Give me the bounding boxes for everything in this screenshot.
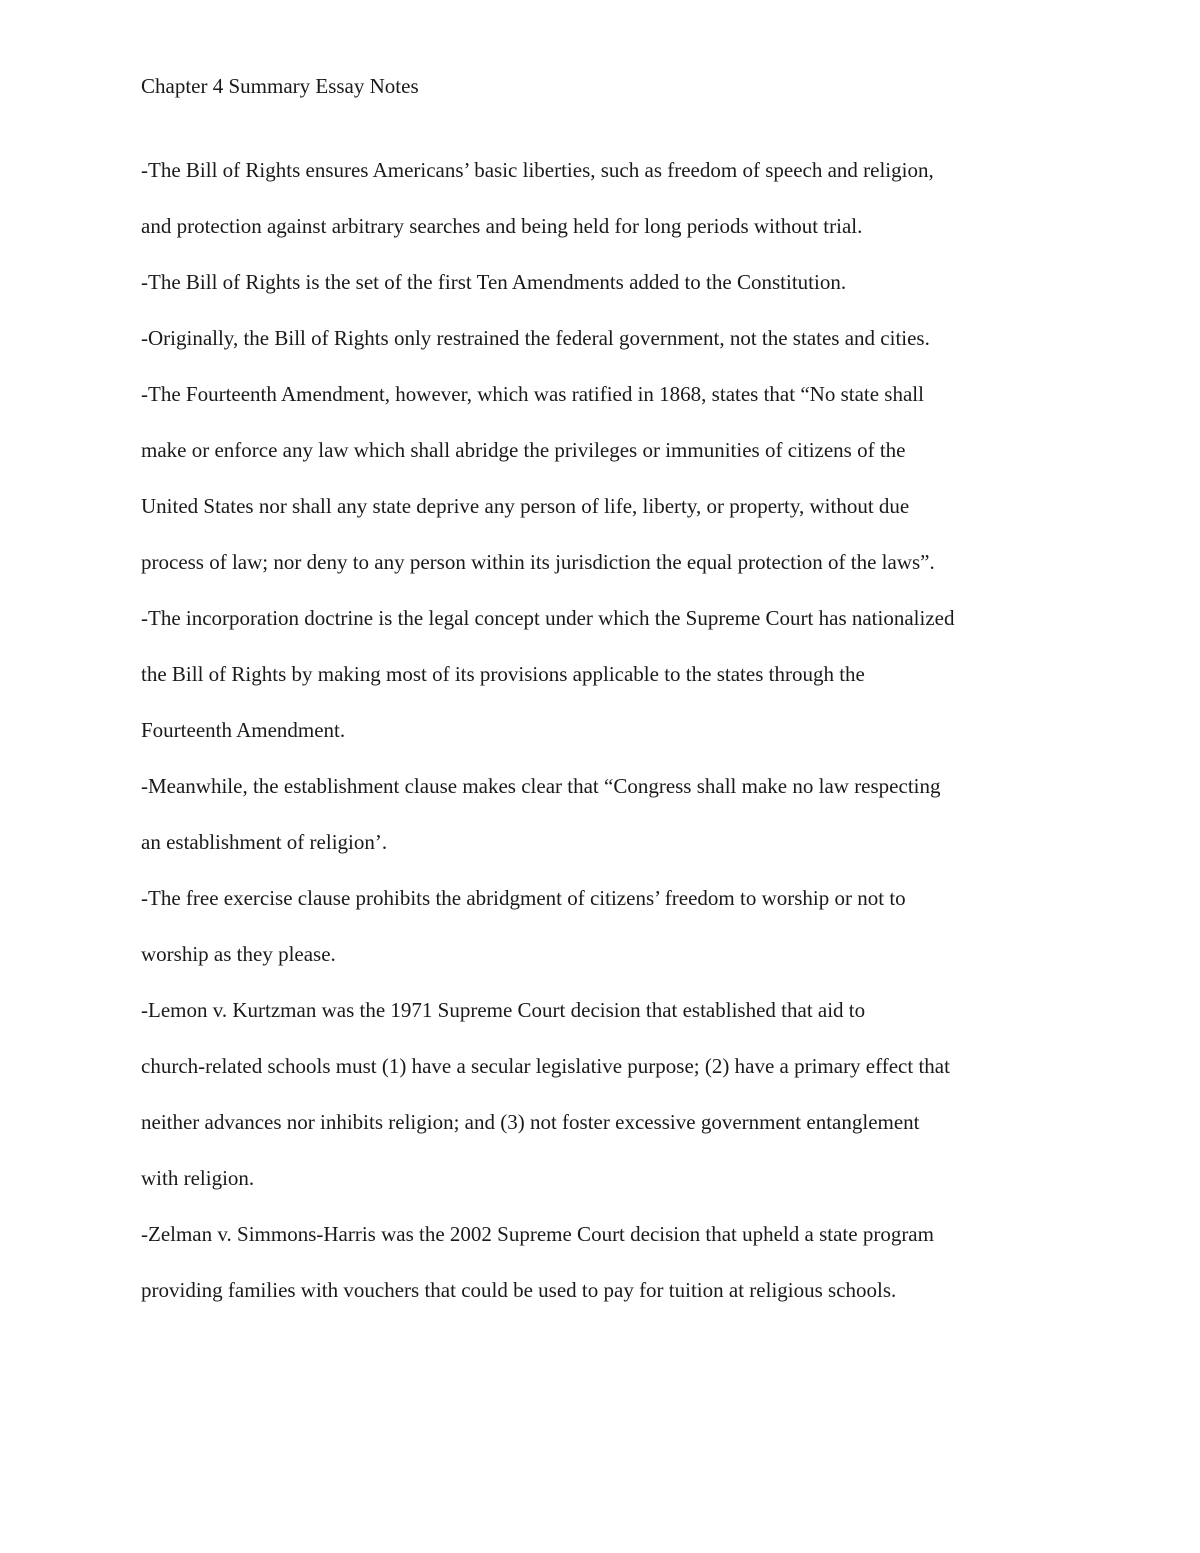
text-line-17: church-related schools must (1) have a secular legislative purpose; (2) have a primary effect that [141,1054,950,1078]
text-line-10: the Bill of Rights by making most of its provisions applicable to the states through the [141,662,865,686]
text-line-12: -Meanwhile, the establishment clause makes clear that “Congress shall make no law respecting [141,774,941,798]
text-line-14: -The free exercise clause prohibits the abridgment of citizens’ freedom to worship or not to [141,886,906,910]
text-line-13: an establishment of religion’. [141,830,388,854]
text-line-16: -Lemon v. Kurtzman was the 1971 Supreme Court decision that established that aid to [141,998,866,1022]
text-line-18: neither advances nor inhibits religion; and (3) not foster excessive government entanglement [141,1110,920,1134]
text-line-5: -The Fourteenth Amendment, however, which was ratified in 1868, states that “No state shall [141,382,924,406]
text-line-9: -The incorporation doctrine is the legal concept under which the Supreme Court has nationalized [141,606,955,630]
text-line-6: make or enforce any law which shall abridge the privileges or immunities of citizens of the [141,438,906,462]
text-line-1: -The Bill of Rights ensures Americans’ basic liberties, such as freedom of speech and religion, [141,158,934,182]
text-line-4: -Originally, the Bill of Rights only restrained the federal government, not the states and cities. [141,326,930,350]
document-title: Chapter 4 Summary Essay Notes [141,74,419,98]
text-line-11: Fourteenth Amendment. [141,718,346,742]
text-line-3: -The Bill of Rights is the set of the first Ten Amendments added to the Constitution. [141,270,847,294]
text-line-7: United States nor shall any state deprive any person of life, liberty, or property, without due [141,494,910,518]
document-body [141,156,1059,1332]
text-line-2: and protection against arbitrary searches and being held for long periods without trial. [141,214,863,238]
text-line-8: process of law; nor deny to any person within its jurisdiction the equal protection of the laws”. [141,550,935,574]
text-line-19: with religion. [141,1166,255,1190]
text-line-20: -Zelman v. Simmons-Harris was the 2002 Supreme Court decision that upheld a state program [141,1222,934,1246]
text-line-21: providing families with vouchers that could be used to pay for tuition at religious schools. [141,1278,897,1302]
text-line-15: worship as they please. [141,942,336,966]
